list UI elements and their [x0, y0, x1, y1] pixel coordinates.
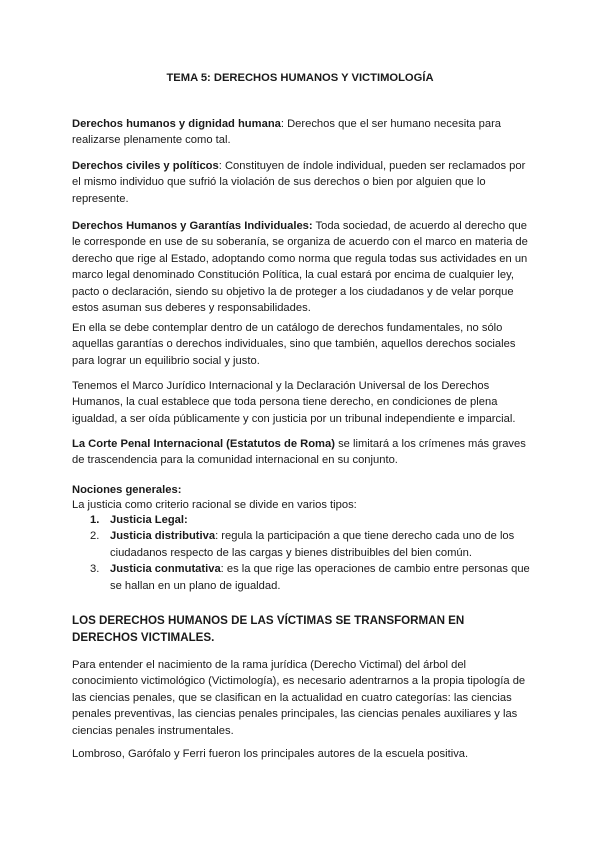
- list-item: [72, 512, 530, 528]
- paragraph-garantias-individuales: [72, 218, 530, 316]
- paragraph-catalogo-derechos: En ella se debe contemplar dentro de un catálogo de derechos fundamentales, no sólo aquellas garantías o derechos individuales, sino que también, aquellos derechos sociales para lograr un equilibrio social y justo.: [72, 322, 516, 367]
- section-heading-derechos-victimales: LOS DERECHOS HUMANOS DE LAS VÍCTIMAS SE TRANSFORMAN EN DERECHOS VICTIMALES.: [72, 614, 465, 644]
- term-derechos-humanos: Derechos humanos y dignidad humana: [72, 118, 281, 130]
- paragraph-derecho-victimal: Para entender el nacimiento de la rama jurídica (Derecho Victimal) del árbol del conocimiento victimológico (Victimología), es necesario adentrarnos a la propia tipología de las ciencias penales, que se clasifican en la actualidad en cuatro categorías: las ciencias penales preventivas, las ciencias penales principales, las ciencias penales auxiliares y las ciencias penales instrumentales.: [72, 659, 526, 737]
- term-corte-penal: La Corte Penal Internacional (Estatutos de Roma): [72, 438, 335, 450]
- paragraph-derechos-humanos: [72, 116, 530, 149]
- list-number: 3.: [90, 563, 100, 576]
- nociones-heading: Nociones generales:: [72, 484, 182, 496]
- list-item: [72, 561, 530, 594]
- list-number: 1.: [90, 514, 100, 526]
- paragraph-escuela-positiva: Lombroso, Garófalo y Ferri fueron los principales autores de la escuela positiva.: [72, 748, 469, 760]
- list-text: : regula la participación a que tiene derecho cada uno de los ciudadanos respecto de las cargas y bienes distribuibles del bien común.: [110, 530, 515, 559]
- list-term: Justicia distributiva: [110, 530, 216, 543]
- paragraph-derechos-civiles: [72, 158, 530, 207]
- definition-derechos-humanos: : Derechos que el ser humano necesita para realizarse plenamente como tal.: [72, 118, 502, 147]
- term-derechos-civiles: Derechos civiles y políticos: [72, 160, 219, 172]
- definition-corte-penal: se limitará a los crímenes más graves de trascendencia para la comunidad internacional en su conjunto.: [72, 438, 526, 467]
- list-number: 2.: [90, 530, 100, 543]
- term-garantias-individuales: Derechos Humanos y Garantías Individuales:: [72, 220, 313, 232]
- list-term: Justicia Legal:: [110, 514, 188, 526]
- list-text: : es la que rige las operaciones de cambio entre personas que se hallan en un plano de igualdad.: [110, 563, 530, 592]
- document-title: TEMA 5: DERECHOS HUMANOS Y VICTIMOLOGÍA: [166, 72, 434, 84]
- definition-garantias-individuales: Toda sociedad, de acuerdo al derecho que le corresponde en use de su soberanía, se organiza de acuerdo con el marco en materia de derecho que rige al Estado, adoptando como norma que regula todas sus actividades en un marco legal denominado Constitución Política, la cual estará por encima de cualquier ley, pacto o declaración, siendo su objetivo la de proteger a los ciudadanos y de velar porque estos asuman sus deberes y responsabilidades.: [72, 220, 528, 315]
- paragraph-corte-penal: [72, 436, 530, 469]
- list-item: [72, 528, 530, 561]
- list-term: Justicia conmutativa: [110, 563, 221, 576]
- nociones-intro: La justicia como criterio racional se divide en varios tipos:: [72, 499, 357, 511]
- paragraph-marco-juridico: Tenemos el Marco Jurídico Internacional y la Declaración Universal de los Derechos Humanos, la cual establece que toda persona tiene derecho, en condiciones de plena igualdad, a ser oída públicamente y con justicia por un tribunal independiente e imparcial.: [72, 380, 516, 425]
- definition-derechos-civiles: : Constituyen de índole individual, pueden ser reclamados por el mismo individuo que sufrió la violación de sus derechos o bien por alguien que lo represente.: [72, 160, 526, 205]
- justicia-list: [72, 512, 530, 594]
